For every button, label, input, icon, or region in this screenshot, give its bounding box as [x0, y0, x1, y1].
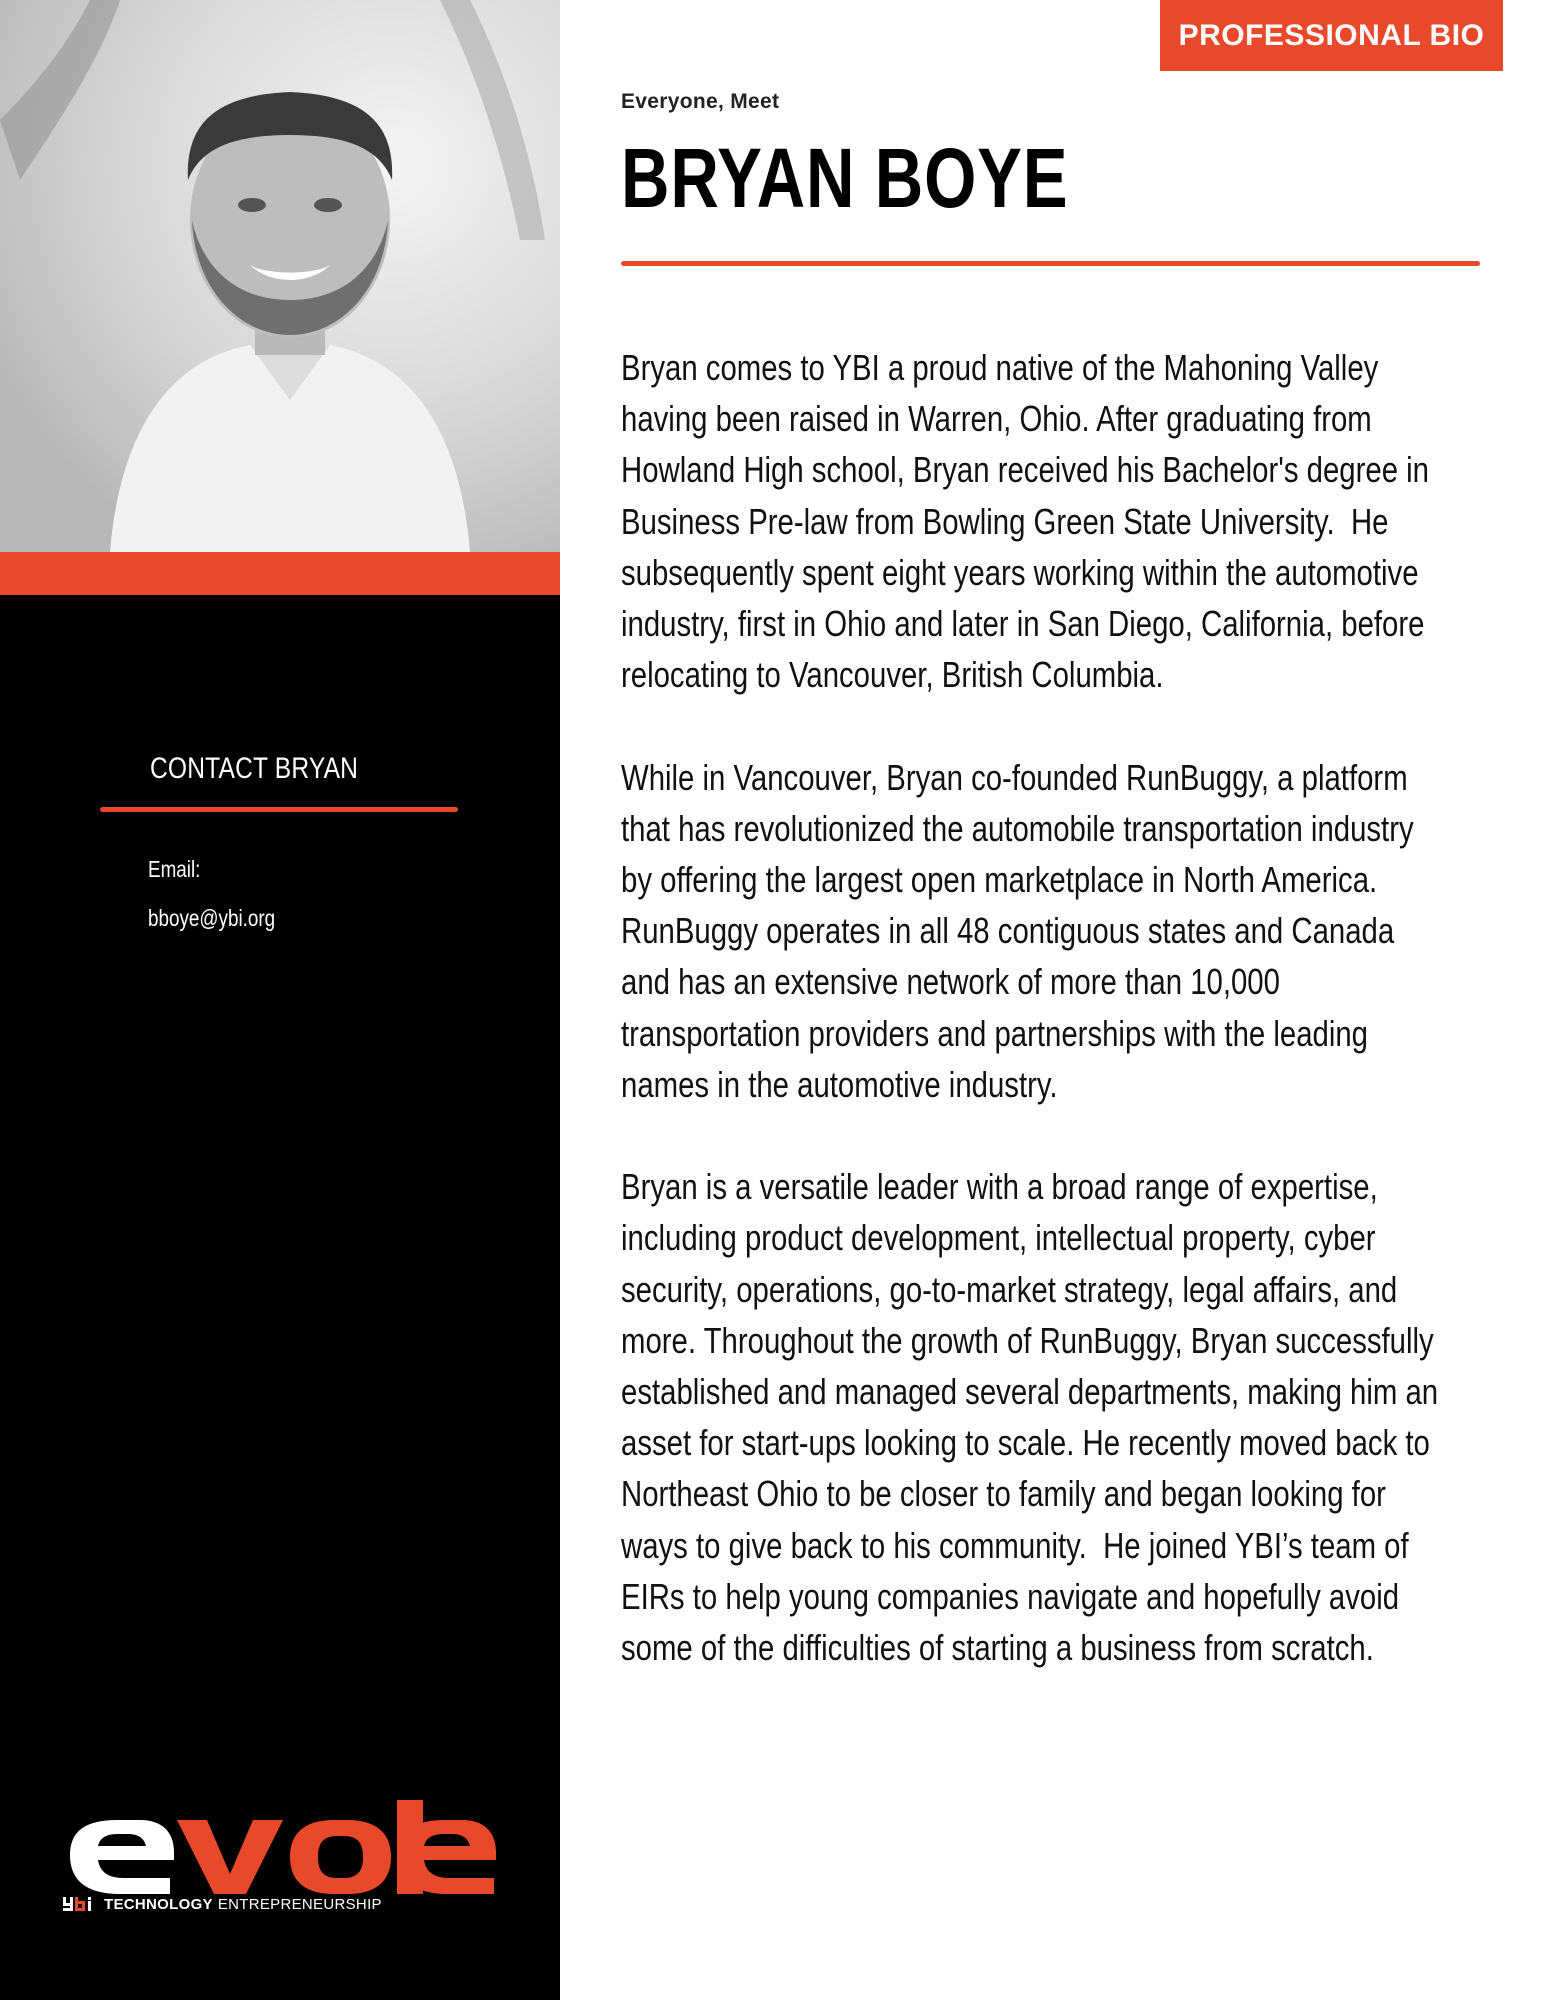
- bio-paragraph: While in Vancouver, Bryan co-founded RunBuggy, a platform that has revolutionized the automobile transportation industry by offering the largest open marketplace in North America. RunBuggy operates in all 48 contiguous states and Canada and has an extensive network of more than 10,000 transportation providers and partnerships with the leading names in the automotive industry.: [621, 756, 1414, 1105]
- title-divider: [621, 261, 1480, 266]
- bio-paragraph: Bryan comes to YBI a proud native of the Mahoning Valley having been raised in Warren, Ohio. After graduating from Howland High school, Bryan received his Bachelor's degree in Business Pre-law from Bowling Green State University. He subsequently spent eight years working within the automotive industry, first in Ohio and later in San Diego, California, before relocating to Vancouver, British Columbia.: [621, 347, 1429, 696]
- bio-paragraph: Bryan is a versatile leader with a broad range of expertise, including product development, intellectual property, cyber security, operations, go-to-market strategy, legal affairs, and more. Throughout the growth of RunBuggy, Bryan successfully established and managed several departments, making him an asset for start-ups looking to scale. He recently moved back to Northeast Ohio to be closer to family and began looking for ways to give back to his community. He joined YBI’s team of EIRs to help young companies navigate and hopefully avoid some of the difficulties of starting a business from scratch.: [621, 1166, 1439, 1669]
- professional-bio-tag: PROFESSIONAL BIO: [1160, 0, 1503, 71]
- sidebar: [0, 0, 560, 2000]
- contact-heading: CONTACT BRYAN: [150, 752, 359, 785]
- person-name: BRYAN BOYE: [621, 131, 1069, 225]
- ybi-logo-icon: [62, 1895, 96, 1913]
- logo-tagline: [62, 1892, 382, 1916]
- bio-text: [621, 342, 1482, 1724]
- tagline-entrepreneurship: ENTREPRENEURSHIP: [217, 1895, 382, 1913]
- tagline-technology: TECHNOLOGY: [104, 1895, 213, 1913]
- profile-photo: [0, 0, 560, 552]
- sidebar-accent-bar: [0, 552, 560, 595]
- intro-eyebrow: Everyone, Meet: [621, 90, 780, 113]
- email-link[interactable]: bboye@ybi.org: [148, 905, 276, 931]
- contact-divider: [100, 807, 458, 812]
- email-label: Email:: [148, 856, 201, 882]
